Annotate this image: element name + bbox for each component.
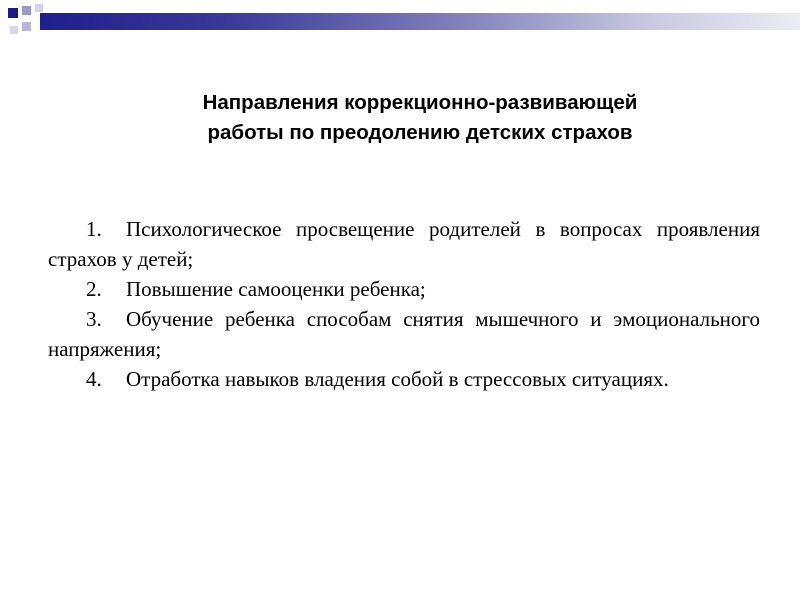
slide-title-line-2: работы по преодолению детских страхов xyxy=(207,121,633,144)
list-item xyxy=(48,304,760,364)
list-item-text: Повышение самооценки ребенка; xyxy=(126,277,426,301)
decorative-header-bar xyxy=(0,0,800,40)
list-item xyxy=(48,364,760,394)
list-item-number: 3. xyxy=(86,307,102,331)
list-item-text: Отработка навыков владения собой в стрессовых ситуациях. xyxy=(126,367,669,391)
numbered-list xyxy=(48,214,760,394)
decorative-square xyxy=(10,26,18,34)
decorative-square xyxy=(8,8,18,18)
decorative-square xyxy=(35,4,43,12)
slide-title-line-1: Направления коррекционно-развивающей xyxy=(202,91,638,114)
decorative-square xyxy=(22,6,31,15)
list-item-number: 1. xyxy=(86,217,102,241)
decorative-square xyxy=(22,22,31,31)
list-item-number: 2. xyxy=(86,277,102,301)
list-item xyxy=(48,274,760,304)
slide-title xyxy=(60,88,780,148)
gradient-stripe xyxy=(40,13,800,30)
list-item-text: Обучение ребенка способам снятия мышечного и эмоционального напряжения; xyxy=(48,307,760,361)
list-item-text: Психологическое просвещение родителей в вопросах проявления страхов у детей; xyxy=(48,217,760,271)
list-item xyxy=(48,214,760,274)
list-item-number: 4. xyxy=(86,367,102,391)
